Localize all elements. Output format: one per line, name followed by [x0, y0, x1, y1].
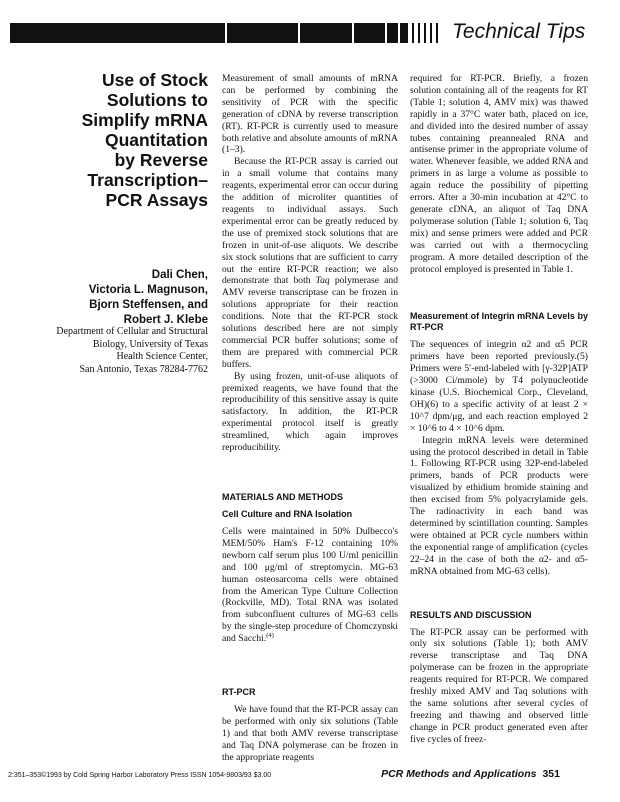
author-list	[8, 268, 208, 328]
rtpcr-paragraph: We have found that the RT-PCR assay can be performed with only six solutions (Table 1) and that both AMV reverse transcriptase and Taq DNA polymerase can be frozen in the appropriate reagents	[222, 704, 398, 763]
intro-paragraph: Measurement of small amounts of mRNA can be performed by combining the sensitivity of PCR with the specific generation of cDNA by reverse transcription (RT). RT-PCR is currently used to measure both relative and absolute amounts of mRNA (1–3).	[222, 73, 398, 156]
header-bar-gap	[225, 23, 227, 43]
header-bar-tick	[424, 23, 426, 43]
running-header	[0, 20, 620, 46]
section-heading-materials: MATERIALS AND METHODS	[222, 492, 343, 502]
integrin-paragraph: Integrin mRNA levels were determined using the protocol described in detail in Table 1. Following RT-PCR using 32P-end-labeled primers, bands of PCR products were visualized by ethidium bromide staining and then excised from 5% polyacrylamide gels. The radioactivity in each band was determined by scintillation counting. Samples were obtained at PCR cycle numbers within the exponential range of amplification (cycles 22–24 in the case of both the α2- and α5-mRNA obtained from MG-63 cells).	[410, 434, 588, 577]
header-bar-gap	[385, 23, 387, 43]
section-label: Technical Tips	[452, 20, 586, 43]
header-bar-tick	[430, 23, 432, 43]
subsection-heading-integrin: Measurement of Integrin mRNA Levels by RT-PCR	[410, 311, 588, 333]
header-bar-gap	[352, 23, 354, 43]
subsection-heading-rtpcr: RT-PCR	[222, 687, 256, 698]
title-line: PCR Assays	[105, 190, 208, 210]
affiliation-line: Health Science Center,	[116, 351, 208, 362]
header-bar-tick	[436, 23, 438, 43]
affiliation-line: Biology, University of Texas	[92, 338, 208, 350]
title-line: Use of Stock	[102, 70, 208, 90]
title-line: Solutions to	[106, 90, 208, 110]
author-line: Dali Chen,	[151, 269, 208, 281]
author-line: Victoria L. Magnuson,	[88, 284, 208, 296]
affiliation-line: Department of Cellular and Structural	[56, 326, 208, 337]
title-line: Quantitation	[104, 130, 208, 150]
author-line: Robert J. Klebe	[123, 314, 208, 326]
rtpcr-continued-paragraph: required for RT-PCR. Briefly, a frozen solution containing all of the reagents for RT (Table 1; solution 4, AMV mix) was thawed rapidly in a 37°C water bath, placed on ice, and divided into the desired number of assay tubes containing preannealed RNA and antisense primer in the appropriate volume of water. Whenever feasible, we added RNA and primers in as large a volume as possible to again reduce the possibility of pipetting errors. After a 30-min incubation at 42°C to generate cDNA, an aliquot of Taq DNA polymerase solution (Table 1; solution 6, Taq mix) and sense primers were added and PCR was carried out with a thermocycling program. A more detailed description of the protocol employed is presented in Table 1.	[410, 73, 588, 275]
cell-culture-paragraph: Cells were maintained in 50% Dulbecco's MEM/50% Ham's F-12 containing 10% newborn calf serum plus 100 U/ml penicillin and 100 μg/ml of streptomycin. MG-63 human osteosarcoma cells were obtained from the American Type Culture Collection (Rockville, MD). Total RNA was isolated from subconfluent cultures of MG-63 cells by the single-step procedure of Chomczynski and Sacchi.$^{(4)}$	[222, 526, 398, 645]
journal-footer	[381, 768, 560, 780]
title-line: by Reverse	[114, 150, 208, 170]
header-bar-gap	[298, 23, 300, 43]
article-title	[18, 70, 208, 210]
body-column-left	[222, 73, 398, 764]
subsection-heading-cell-culture: Cell Culture and RNA Isolation	[222, 509, 353, 519]
header-bar-tick	[412, 23, 414, 43]
affiliation-line: San Antonio, Texas 78284-7762	[79, 363, 208, 375]
copyright-citation: 2:351–353©1993 by Cold Spring Harbor Laboratory Press ISSN 1054-9803/93 $3.00	[8, 772, 272, 779]
section-heading-results: RESULTS AND DISCUSSION	[410, 609, 532, 620]
intro-paragraph: By using frozen, unit-of-use aliquots of premixed reagents, we have found that the reproducibility of this sensitive assay is quite satisfactory. In addition, the RT-PCR experimental protocol itself is greatly streamlined, which again improves reproducibility.	[222, 370, 398, 454]
journal-name: PCR Methods and Applications	[381, 768, 537, 780]
header-bar-gap	[398, 23, 400, 43]
affiliation	[0, 326, 208, 376]
page-number: 351	[542, 768, 560, 780]
results-paragraph: The RT-PCR assay can be performed with only six solutions (Table 1); both AMV reverse transcriptase and Taq DNA polymerase can be frozen in the appropriate reagents required for RT-PCR. We compared freshly mixed AMV and Taq solutions with the same solutions after several cycles of freezing and thawing and observed little change in PCR product generated even after five cycles of freez-	[410, 626, 588, 745]
header-black-bar	[10, 23, 408, 43]
author-line: Bjorn Steffensen, and	[89, 299, 208, 311]
intro-paragraph: Because the RT-PCR assay is carried out in a small volume that contains many reagents, experimental error can occur during the addition of microliter quantities of reagents to individual assays. Such experimental error can be greatly reduced by the use of premixed stock solutions that are frozen in unit-of-use aliquots. We describe six stock solutions that are sufficient to carry out the entire RT-PCR reaction; we also demonstrate that both Taq polymerase and AMV reverse transcriptase can be frozen in solutions appropriate for their reaction conditions. Note that the RT-PCR stock solutions described here are not simply commercial PCR buffer solutions; some of them are prepared with commercial PCR buffers.	[222, 156, 399, 370]
body-column-right	[410, 73, 588, 746]
integrin-paragraph: The sequences of integrin α2 and α5 PCR primers have been reported previously.(5) Primers were 5′-end-labeled with [γ-32P]ATP (>3000 Ci/mmole) by T4 polynucleotide kinase (U.S. Biochemical Corp., Cleveland, OH)(6) to a specific activity of at least 2 × 10^7 dpm/μg, and each reaction employed 2 × 10^6 to 4 × 10^6 dpm.	[410, 339, 588, 434]
header-bar-tick	[418, 23, 420, 43]
title-line: Simplify mRNA	[81, 110, 208, 130]
title-line: Transcription–	[87, 170, 208, 190]
